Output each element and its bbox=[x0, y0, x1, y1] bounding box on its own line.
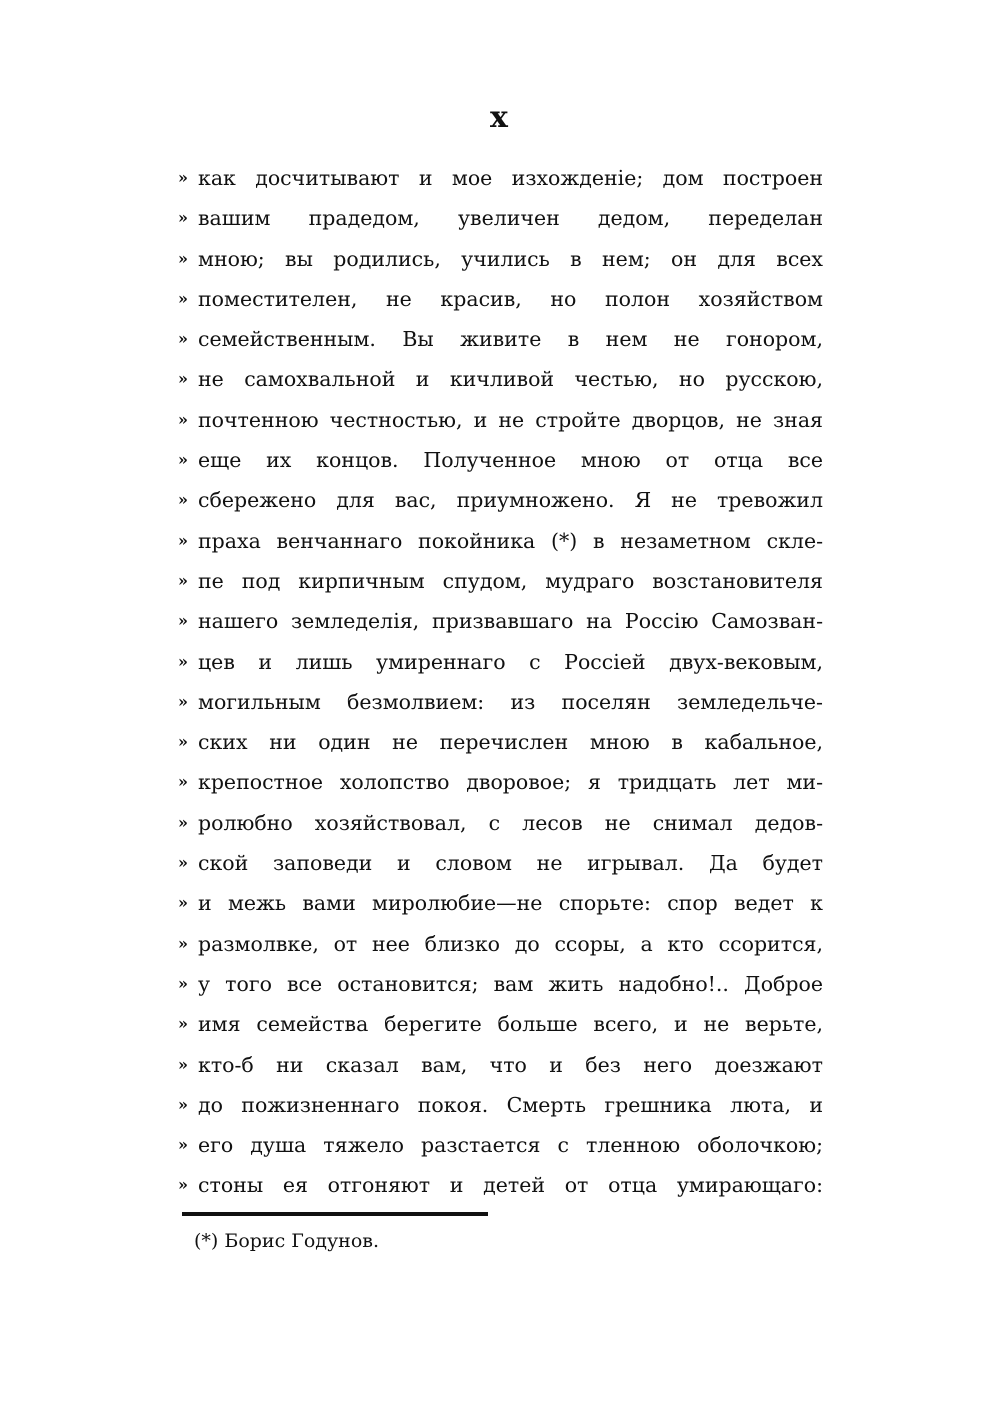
text-line bbox=[178, 1004, 823, 1044]
text-line bbox=[178, 642, 823, 682]
quote-mark: » bbox=[178, 168, 188, 187]
quote-mark: » bbox=[178, 691, 188, 711]
text-line bbox=[178, 319, 823, 359]
quote-mark: » bbox=[178, 772, 188, 792]
text-line bbox=[178, 440, 823, 480]
text-line bbox=[178, 561, 823, 601]
text-line bbox=[178, 158, 823, 198]
line-text: ских ни один не перечислен мною в кабальное, bbox=[198, 730, 823, 755]
footnote: (*) Борис Годунов. bbox=[194, 1230, 380, 1252]
line-text: сбережено для вас, приумножено. Я не тревожил bbox=[198, 488, 823, 513]
text-line bbox=[178, 964, 823, 1004]
line-text: могильным безмолвием: из поселян земледельче- bbox=[198, 689, 823, 714]
line-text: цев и лишь умиреннаго с Россіей двух-вековым, bbox=[198, 649, 823, 674]
quote-mark: » bbox=[178, 1054, 188, 1074]
text-line bbox=[178, 1165, 823, 1205]
quote-mark: » bbox=[178, 611, 188, 631]
quote-mark: » bbox=[178, 208, 188, 228]
text-line bbox=[178, 1085, 823, 1125]
text-line bbox=[178, 1045, 823, 1085]
line-text: и межь вами миролюбие—не спорьте: спор ведет к bbox=[198, 891, 823, 916]
text-line bbox=[178, 682, 823, 722]
line-text: пе под кирпичным спудом, мудраго возстановителя bbox=[198, 568, 823, 593]
quote-mark: » bbox=[178, 1014, 188, 1034]
footnote-divider bbox=[182, 1212, 488, 1216]
line-text: кто-б ни сказал вам, что и без него доезжают bbox=[198, 1052, 823, 1077]
line-text: нашего земледелія, призвавшаго на Россію Самозван- bbox=[198, 609, 823, 634]
quote-mark: » bbox=[178, 973, 188, 993]
line-text: не самохвальной и кичливой честью, но русскою, bbox=[198, 367, 823, 392]
quote-mark: » bbox=[178, 288, 188, 308]
text-line bbox=[178, 924, 823, 964]
quote-mark: » bbox=[178, 1175, 188, 1195]
line-text: крепостное холопство дворовое; я тридцать лет ми- bbox=[198, 770, 823, 795]
text-line bbox=[178, 480, 823, 520]
line-text: семейственным. Вы живите в нем не гонором, bbox=[198, 327, 823, 352]
quote-mark: » bbox=[178, 933, 188, 953]
line-text: еще их концов. Полученное мною от отца все bbox=[198, 448, 823, 473]
page-number: x bbox=[490, 100, 510, 135]
quote-mark: » bbox=[178, 248, 188, 268]
quote-mark: » bbox=[178, 893, 188, 913]
quote-mark: » bbox=[178, 409, 188, 429]
line-text: имя семейства берегите больше всего, и не верьте, bbox=[198, 1012, 823, 1037]
text-line bbox=[178, 601, 823, 641]
quote-mark: » bbox=[178, 732, 188, 752]
text-line bbox=[178, 762, 823, 802]
quote-mark: » bbox=[178, 570, 188, 590]
line-text: размолвке, от нее близко до ссоры, а кто ссорится, bbox=[198, 931, 823, 956]
line-text: как досчитывают и мое изхожденіе; дом построен bbox=[198, 166, 823, 190]
text-line bbox=[178, 198, 823, 238]
line-text: почтенною честностью, и не стройте дворцов, не зная bbox=[198, 407, 823, 432]
text-line bbox=[178, 521, 823, 561]
quote-mark: » bbox=[178, 853, 188, 873]
text-line bbox=[178, 239, 823, 279]
text-line bbox=[178, 843, 823, 883]
quote-mark: » bbox=[178, 450, 188, 470]
text-line bbox=[178, 279, 823, 319]
text-line bbox=[178, 359, 823, 399]
line-text: стоны ея отгоняют и детей от отца умирающаго: bbox=[198, 1173, 823, 1198]
line-text: у того все остановится; вам жить надобно!.. Доброе bbox=[198, 971, 823, 996]
line-text: его душа тяжело разстается с тленною оболочкою; bbox=[198, 1133, 823, 1158]
body-text bbox=[178, 158, 823, 1206]
text-line bbox=[178, 883, 823, 923]
text-line bbox=[178, 1125, 823, 1165]
text-line bbox=[178, 803, 823, 843]
text-line bbox=[178, 722, 823, 762]
quote-mark: » bbox=[178, 1135, 188, 1155]
line-text: ролюбно хозяйствовал, с лесов не снимал дедов- bbox=[198, 810, 823, 835]
line-text: праха венчаннаго покойника (*) в незаметном скле- bbox=[198, 528, 823, 553]
line-text: мною; вы родились, учились в нем; он для всех bbox=[198, 246, 823, 271]
line-text: ской заповеди и словом не игрывал. Да будет bbox=[198, 851, 823, 876]
quote-mark: » bbox=[178, 530, 188, 550]
quote-mark: » bbox=[178, 651, 188, 671]
quote-mark: » bbox=[178, 369, 188, 389]
line-text: до пожизненнаго покоя. Смерть грешника люта, и bbox=[198, 1092, 823, 1117]
text-line bbox=[178, 400, 823, 440]
quote-mark: » bbox=[178, 490, 188, 510]
line-text: поместителен, не красив, но полон хозяйством bbox=[198, 286, 823, 311]
line-text: вашим прадедом, увеличен дедом, переделан bbox=[198, 206, 823, 231]
quote-mark: » bbox=[178, 812, 188, 832]
quote-mark: » bbox=[178, 329, 188, 349]
quote-mark: » bbox=[178, 1094, 188, 1114]
